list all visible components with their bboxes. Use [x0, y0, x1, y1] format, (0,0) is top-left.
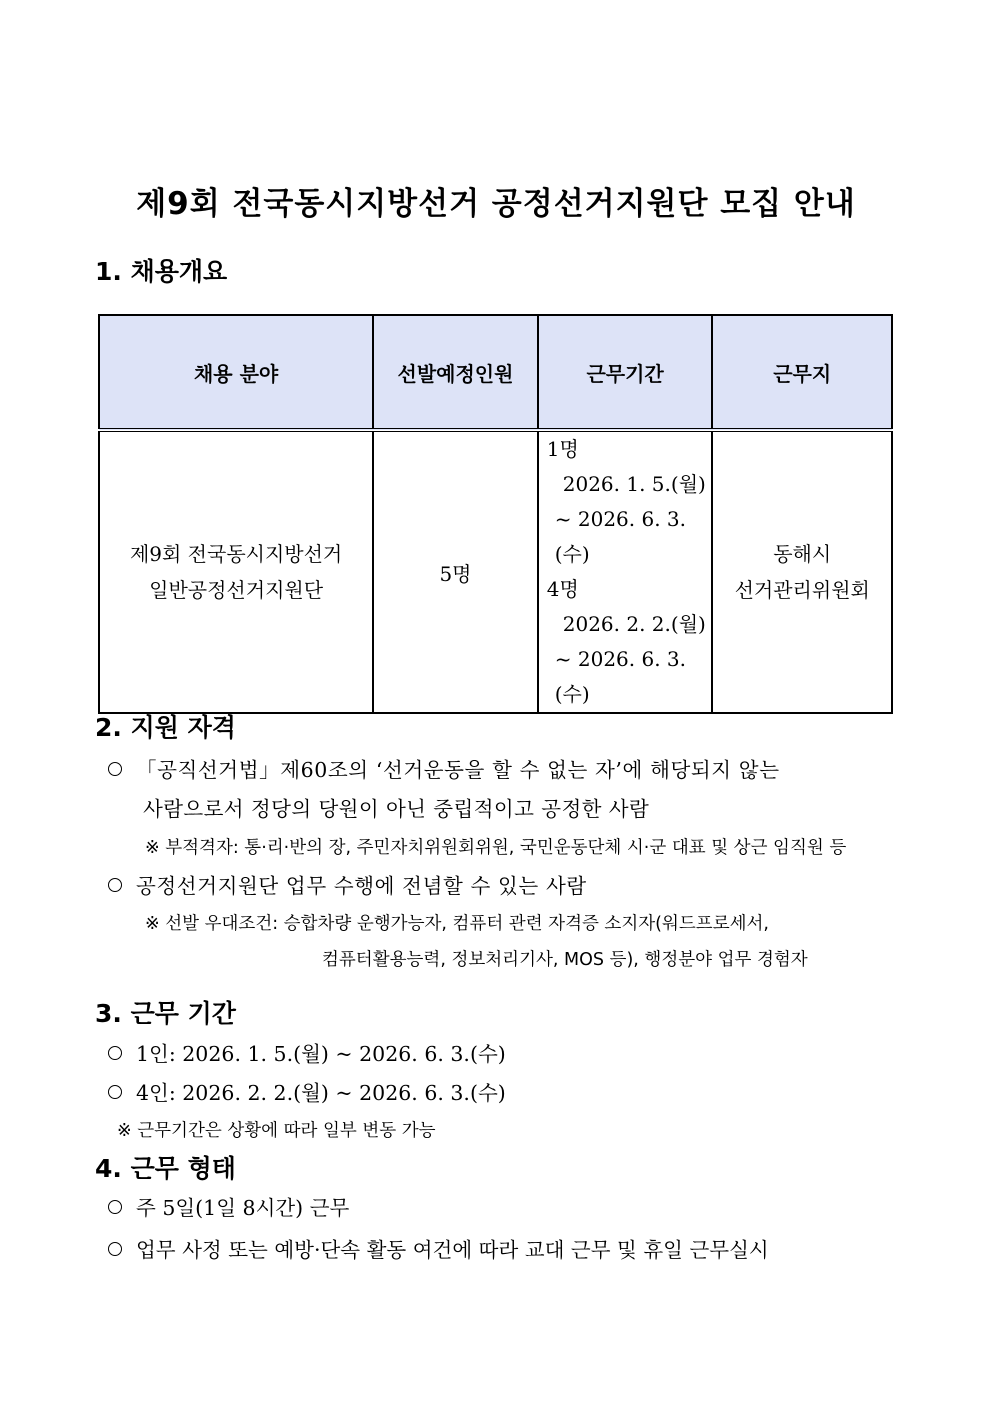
bullet-circle-icon [108, 1242, 122, 1256]
note-preference-line-2: 컴퓨터활용능력, 정보처리기사, MOS 등), 행정분야 업무 경험자 [322, 950, 808, 970]
qualification-item-1 [108, 753, 780, 783]
work-type-item-1-text: 주 5일(1일 8시간) 근무 [136, 1196, 350, 1220]
page-title: 제9회 전국동시지방선거 공정선거지원단 모집 안내 [136, 186, 856, 222]
section-heading-overview: 1. 채용개요 [95, 257, 228, 286]
period-group1-from: 2026. 1. 5.(월) [562, 472, 706, 496]
period-group2-to: ~ 2026. 6. 3.(수) [554, 647, 686, 706]
work-type-item-2-text: 업무 사정 또는 예방·단속 활동 여건에 따라 교대 근무 및 휴일 근무실시 [136, 1238, 769, 1262]
period-item-2 [108, 1076, 506, 1106]
qualification-item-2-text: 공정선거지원단 업무 수행에 전념할 수 있는 사람 [136, 874, 587, 898]
recruitment-table [98, 314, 893, 714]
period-group2-count: 4명 [546, 577, 579, 601]
qualification-item-1-line-1: 「공직선거법」제60조의 ‘선거운동을 할 수 없는 자’에 해당되지 않는 [136, 758, 780, 782]
period-group2-from: 2026. 2. 2.(월) [562, 612, 706, 636]
field-line-2: 일반공정선거지원단 [149, 578, 324, 602]
section-heading-qualification: 2. 지원 자격 [95, 713, 236, 742]
qualification-item-1-line-2: 사람으로서 정당의 당원이 아닌 중립적이고 공정한 사람 [143, 797, 650, 821]
section-heading-period: 3. 근무 기간 [95, 999, 236, 1028]
field-line-1: 제9회 전국동시지방선거 [129, 542, 343, 566]
bullet-circle-icon [108, 1200, 122, 1214]
table-row [99, 430, 892, 713]
cell-place [712, 430, 892, 713]
note-period-change: ※ 근무기간은 상황에 따라 일부 변동 가능 [117, 1121, 436, 1141]
header-period: 근무기간 [538, 315, 713, 430]
qualification-item-2 [108, 869, 587, 899]
header-count: 선발예정인원 [373, 315, 538, 430]
period-item-2-text: 4인: 2026. 2. 2.(월) ~ 2026. 6. 3.(수) [136, 1081, 506, 1105]
bullet-circle-icon [108, 1085, 122, 1099]
note-preference-line-1: ※ 선발 우대조건: 승합차량 운행가능자, 컴퓨터 관련 자격증 소지자(워드프로세서, [145, 914, 769, 934]
bullet-circle-icon [108, 1046, 122, 1060]
header-place: 근무지 [712, 315, 892, 430]
bullet-circle-icon [108, 878, 122, 892]
cell-count: 5명 [373, 430, 538, 713]
table-header-row [99, 315, 892, 430]
period-item-1-text: 1인: 2026. 1. 5.(월) ~ 2026. 6. 3.(수) [136, 1042, 506, 1066]
period-group1-count: 1명 [546, 437, 579, 461]
cell-field [99, 430, 373, 713]
cell-period [538, 430, 713, 713]
place-line-2: 선거관리위원회 [734, 578, 870, 602]
header-field: 채용 분야 [99, 315, 373, 430]
work-type-item-1 [108, 1191, 349, 1221]
section-heading-work-type: 4. 근무 형태 [95, 1154, 236, 1183]
period-item-1 [108, 1037, 506, 1067]
place-line-1: 동해시 [773, 542, 832, 566]
note-disqualified: ※ 부적격자: 통·리·반의 장, 주민자치위원회위원, 국민운동단체 시·군 대표 및 상근 임직원 등 [145, 838, 847, 858]
period-group1-to: ~ 2026. 6. 3.(수) [554, 507, 686, 566]
work-type-item-2 [108, 1233, 769, 1263]
bullet-circle-icon [108, 762, 122, 776]
